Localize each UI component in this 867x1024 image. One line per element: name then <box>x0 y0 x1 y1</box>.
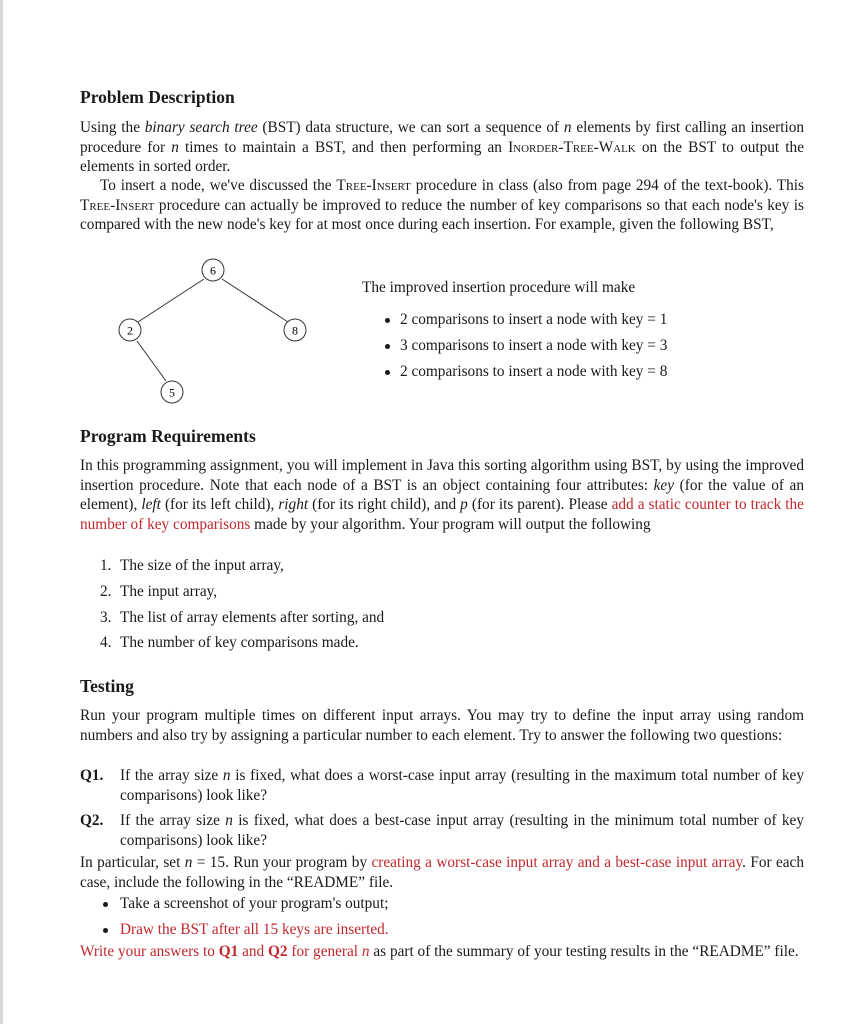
node-label: 8 <box>292 323 298 338</box>
output-item: The list of array elements after sorting, and <box>120 609 385 626</box>
readme-item: Take a screenshot of your program's output; <box>120 895 389 912</box>
heading-problem-description: Problem Description <box>80 87 235 107</box>
testing-paragraph: Run your program multiple times on different input arrays. You may try to define the input array using random numbers and also try by assigning a particular number to each element. Try to answer the following two questions: <box>80 707 804 744</box>
list-number: 1. <box>100 557 112 574</box>
list-number: 3. <box>100 609 112 626</box>
node-label: 2 <box>127 323 133 338</box>
bullet-icon <box>103 902 108 907</box>
question-q1: Q1. If the array size n is fixed, what does a worst-case input array (resulting in the maximum total number of key comparisons) look like? <box>80 767 804 804</box>
node-label: 6 <box>210 263 216 278</box>
requirements-paragraph: In this programming assignment, you will implement in Java this sorting algorithm using BST, by using the improved insertion procedure. Note that each node of a BST is an object containing four attributes: key (for the value of an element), left (for its left child), right (for its right child), and p (for its parent). Please add a static counter to track the number of key comparisons made by your algorithm. Your program will output the following <box>80 457 804 533</box>
output-item: The number of key comparisons made. <box>120 634 359 651</box>
bullet-icon <box>385 318 390 323</box>
bullet-icon <box>385 370 390 375</box>
problem-paragraph-2: To insert a node, we've discussed the Tree-Insert procedure in class (also from page 294 of the text-book). This Tree-Insert procedure can actually be improved to reduce the number of key comparisons so that each node's key is compared with the new node's key for at most once during each insertion. For example, given the following BST, <box>80 177 804 233</box>
bst-diagram <box>100 250 330 415</box>
comparison-item: 3 comparisons to insert a node with key = 3 <box>400 337 668 354</box>
output-item: The size of the input array, <box>120 557 284 574</box>
bullet-icon <box>385 344 390 349</box>
edge-2-5 <box>137 341 166 381</box>
problem-paragraph-1: Using the binary search tree (BST) data structure, we can sort a sequence of n elements by first calling an insertion procedure for n times to maintain a BST, and then performing an Inorder-Tree-Walk on the BST to output the elements in sorted order. <box>80 119 805 175</box>
improved-intro: The improved insertion procedure will make <box>362 279 636 296</box>
comparison-item: 2 comparisons to insert a node with key = 1 <box>400 311 668 328</box>
edge-6-8 <box>222 279 288 322</box>
heading-program-requirements: Program Requirements <box>80 426 256 446</box>
node-label: 5 <box>169 385 175 400</box>
final-instruction: Write your answers to Q1 and Q2 for general n as part of the summary of your testing results in the “README” file. <box>80 943 799 960</box>
heading-testing: Testing <box>80 676 134 696</box>
output-item: The input array, <box>120 583 218 600</box>
list-number: 4. <box>100 634 112 651</box>
page-edge <box>0 0 3 1024</box>
readme-item: Draw the BST after all 15 keys are inserted. <box>120 921 389 938</box>
bullet-icon <box>103 928 108 933</box>
edge-6-2 <box>138 279 204 322</box>
testing-paragraph-2: In particular, set n = 15. Run your program by creating a worst-case input array and a best-case input array. For each case, include the following in the “README” file. <box>80 854 804 891</box>
list-number: 2. <box>100 583 112 600</box>
question-q2: Q2. If the array size n is fixed, what does a best-case input array (resulting in the minimum total number of key comparisons) look like? <box>80 812 804 849</box>
comparison-item: 2 comparisons to insert a node with key = 8 <box>400 363 668 380</box>
